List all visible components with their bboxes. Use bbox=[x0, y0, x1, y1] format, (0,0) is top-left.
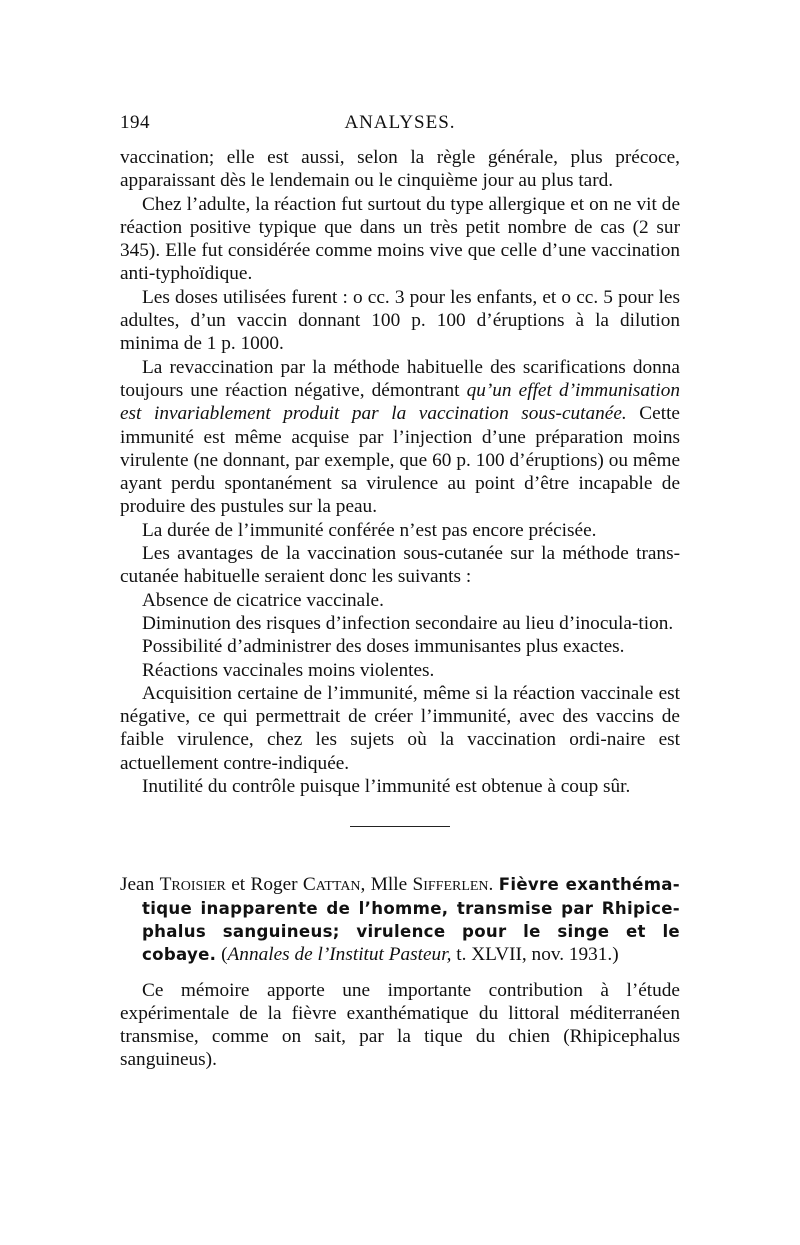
running-title: ANALYSES. bbox=[344, 112, 456, 133]
author-last-name: Sifferlen. bbox=[412, 874, 494, 896]
paragraph-adult-reaction: Chez l’adulte, la réaction fut surtout du type allergique et on ne vit de réaction positive typique que dans un très petit nombre de cas (2 sur 345). Elle fut considérée comme moins vive que celle d’une vaccination anti-typhoïdique. bbox=[120, 193, 680, 285]
advantage-item: Inutilité du contrôle puisque l’immunité est obtenue à coup sûr. bbox=[142, 776, 631, 798]
page-header bbox=[120, 112, 680, 146]
section-separator bbox=[350, 826, 450, 827]
document-page bbox=[120, 112, 680, 1072]
article-title: Fièvre exanthéma-tique inapparente de l’homme, transmise par Rhipice-phalus sanguineus; virulence pour le singe et le cobaye. bbox=[142, 875, 680, 965]
advantage-item: Diminution des risques d’infection secondaire au lieu d’inocula-tion. bbox=[142, 612, 674, 634]
paragraph-continuation: vaccination; elle est aussi, selon la règle générale, plus précoce, apparaissant dès le lendemain ou le cinquième jour au plus tard. bbox=[120, 147, 680, 192]
paragraph-doses: Les doses utilisées furent : o cc. 3 pour les enfants, et o cc. 5 pour les adultes, d’un vaccin donnant 100 p. 100 d’éruptions à la dilution minima de 1 p. 1000. bbox=[120, 286, 680, 355]
revaccination-emphasis: qu’un effet d’immunisation est invariablement produit par la vaccination sous-cutanée. bbox=[120, 379, 680, 425]
advantage-item: Réactions vaccinales moins violentes. bbox=[142, 659, 435, 681]
paragraph-immunity-duration: La durée de l’immunité conférée n’est pas encore précisée. bbox=[142, 519, 597, 541]
journal-volume: t. XLVII, nov. 1931. bbox=[456, 944, 613, 966]
author-last-name: Troisier bbox=[159, 874, 226, 896]
page-number: 194 bbox=[120, 112, 150, 133]
author-conjunction: et bbox=[231, 874, 246, 896]
revaccination-text-end: Cette immunité est même acquise par l’injection d’une préparation moins virulente (ne donnant, par exemple, que 60 p. 100 d’éruptions) ou même ayant perdu spontanément sa virulence au point d’être incapable de produire des pustules sur la peau. bbox=[120, 403, 680, 518]
advantage-item: Acquisition certaine de l’immunité, même si la réaction vaccinale est négative, ce qui permettrait de créer l’immunité, avec des vaccins de faible virulence, chez les sujets où la vaccination ordi-naire est actuellement contre-indiquée. bbox=[120, 682, 680, 774]
paragraph-revaccination bbox=[120, 356, 680, 519]
advantage-item: Absence de cicatrice vaccinale. bbox=[142, 589, 384, 611]
journal-name: Annales de l’Institut Pasteur, bbox=[227, 944, 452, 966]
revaccination-text-start: La revaccination par la méthode habituelle des scarifications donna toujours une réaction négative, démontrant bbox=[120, 356, 680, 401]
author-last-name: Cattan bbox=[302, 874, 361, 896]
advantage-item: Possibilité d’administrer des doses immunisantes plus exactes. bbox=[142, 636, 625, 658]
article-summary: Ce mémoire apporte une importante contribution à l’étude expérimentale de la fièvre exanthématique du littoral méditerranéen transmise, comme on sait, par la tique du chien (Rhipicephalus sanguineus). bbox=[120, 979, 680, 1071]
author-first-name: Roger bbox=[250, 874, 298, 896]
paragraph-advantages-intro: Les avantages de la vaccination sous-cutanée sur la méthode trans-cutanée habituelle seraient donc les suivants : bbox=[120, 543, 680, 588]
author-first-name: Jean bbox=[120, 874, 155, 896]
author-title: Mlle bbox=[370, 874, 408, 896]
article-citation: Jean Troisier et Roger Cattan, Mlle Sifferlen. Fièvre exanthéma-tique inapparente de l’homme, transmise par Rhipice-phalus sanguineus; virulence pour le singe et le cobaye. (Annales de l’Institut Pasteur, t. XLVII, nov. 1931.) bbox=[120, 874, 680, 966]
